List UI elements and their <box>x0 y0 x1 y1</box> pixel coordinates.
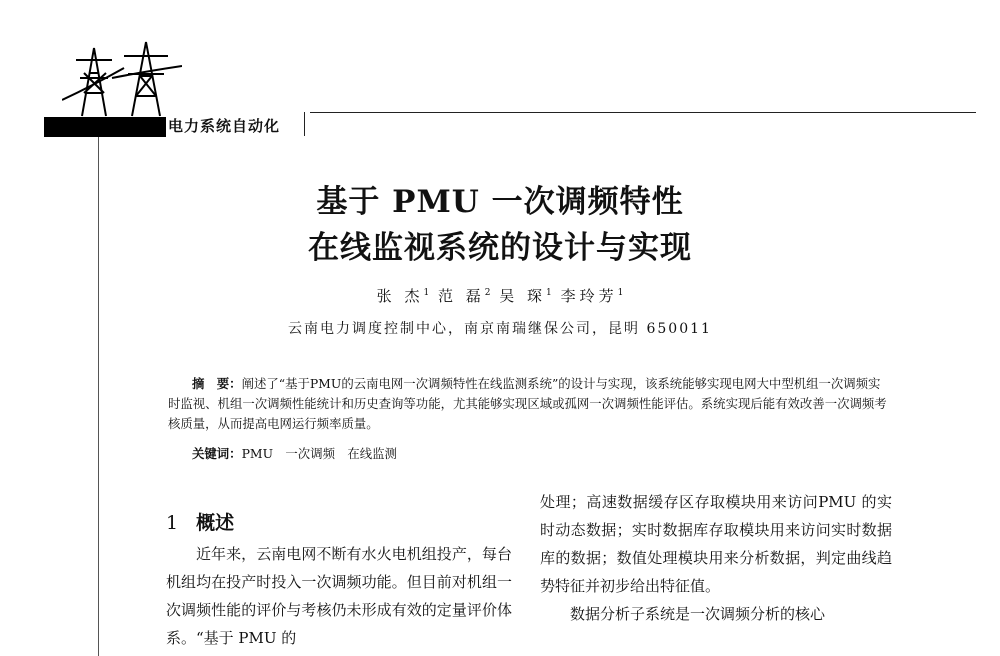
left-column <box>166 540 512 652</box>
body-paragraph: 处理；高速数据缓存区存取模块用来访问PMU 的实时动态数据；实时数据库存取模块用来访问实时数据库的数据；数值处理模块用来分析数据，判定曲线趋势特征并初步给出特征值。 <box>540 493 892 595</box>
right-column <box>540 488 892 628</box>
author-list <box>0 285 1000 306</box>
author-name: 李玲芳 <box>560 287 618 305</box>
header-rule <box>310 112 976 113</box>
author-name: 吴 琛 <box>499 287 547 305</box>
affiliation: 云南电力调度控制中心，南京南瑞继保公司，昆明 650011 <box>288 321 712 337</box>
header-bar <box>44 117 166 137</box>
keywords <box>192 444 397 462</box>
power-tower-logo <box>62 38 182 118</box>
section-heading <box>166 508 234 535</box>
abstract-text: 阐述了“基于PMU的云南电网一次调频特性在线监测系统”的设计与实现，该系统能够实现电网大中型机组一次调频实时监视、机组一次调频性能统计和历史查询等功能，尤其能够实现区域或孤网一次调频性能评估。系统实现后能有效改善一次调频考核质量，从而提高电网运行频率质量。 <box>168 376 887 431</box>
author-affil-mark: 1 <box>423 288 430 298</box>
author-affil-mark: 2 <box>484 288 491 298</box>
keywords-label: 关键词： <box>192 446 242 461</box>
body-paragraph: 近年来，云南电网不断有水火电机组投产，每台机组均在投产时投入一次调频功能。但目前对机组一次调频性能的评价与考核仍未形成有效的定量评价体系。“基于 PMU 的 <box>166 545 512 647</box>
section-title: 概述 <box>196 512 235 534</box>
author-affil-mark: 1 <box>617 288 624 298</box>
author-name: 张 杰 <box>376 287 424 305</box>
author-name: 范 磊 <box>437 287 485 305</box>
author-affil-mark: 1 <box>546 288 552 298</box>
paper-title-line-1: 基于 PMU 一次调频特性 <box>316 184 684 220</box>
section-number: 1 <box>166 512 179 534</box>
body-paragraph: 数据分析子系统是一次调频分析的核心 <box>570 605 826 623</box>
keywords-text: PMU 一次调频 在线监测 <box>241 446 397 461</box>
paper-title-line-2: 在线监视系统的设计与实现 <box>308 230 692 266</box>
abstract-label: 摘 要： <box>192 376 242 391</box>
header-divider <box>304 112 305 136</box>
journal-name: 电力系统自动化 <box>168 117 281 135</box>
abstract <box>168 374 892 434</box>
